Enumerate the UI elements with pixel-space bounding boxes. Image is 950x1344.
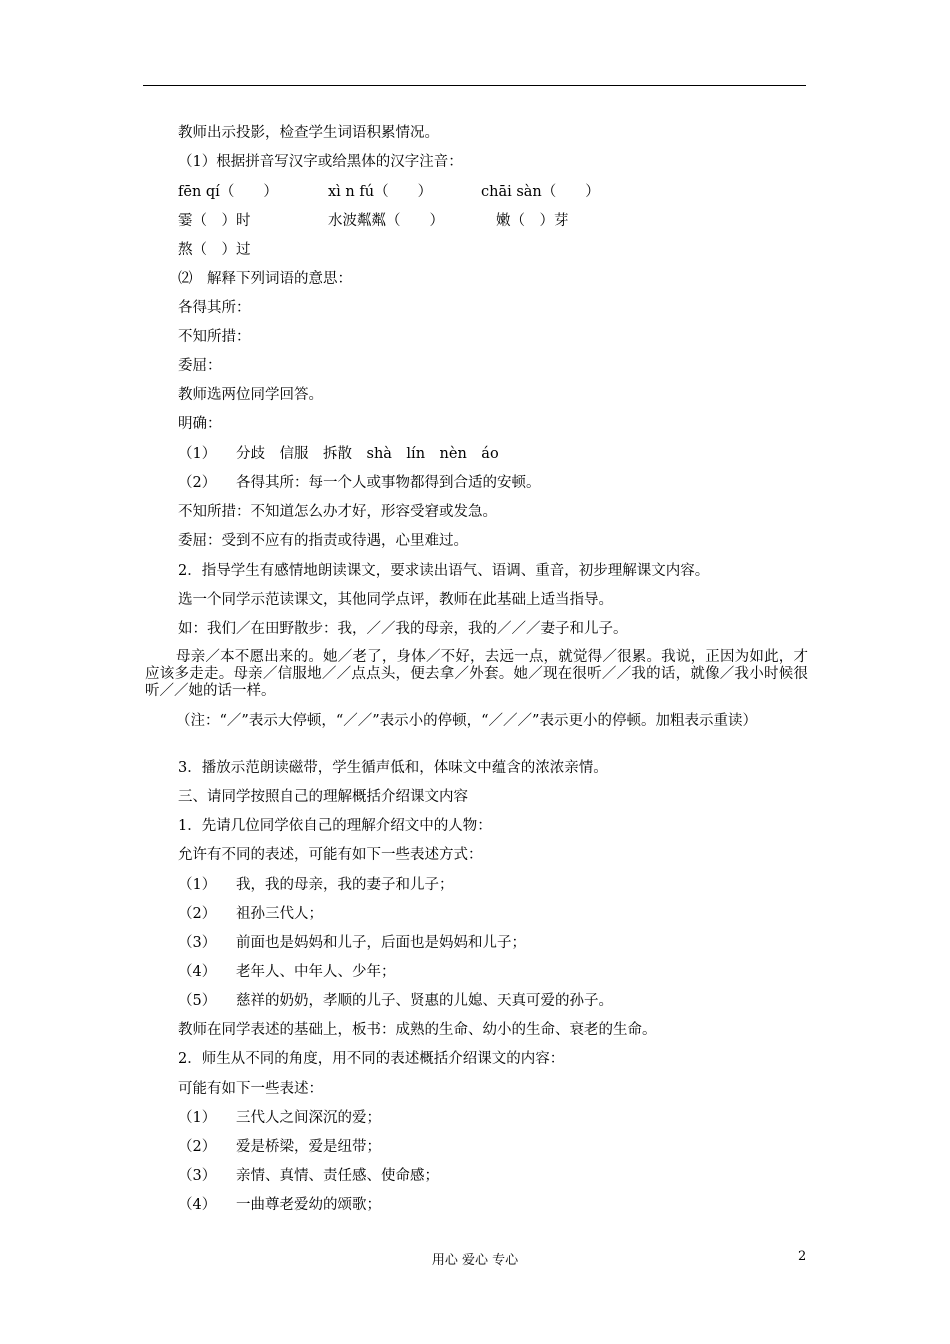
list-item (178, 876, 454, 894)
list-item-label: （4） (178, 964, 217, 980)
section-3-step-2: 2．师生从不同的角度，用不同的表述概括介绍课文的内容： (178, 1051, 565, 1067)
step-2-line: 2．指导学生有感情地朗读课文，要求读出语气、语调、重音，初步理解课文内容。 (178, 563, 710, 579)
list-item-text: 爱是桥梁，爱是纽带； (236, 1139, 381, 1155)
list-item-text: 我，我的母亲，我的妻子和儿子； (236, 877, 454, 893)
page-footer: 用心 爱心 专心 (431, 1253, 519, 1268)
section-3-step-1: 1．先请几位同学依自己的理解介绍文中的人物： (178, 818, 492, 834)
list-item-text: 祖孙三代人； (236, 906, 323, 922)
char-item-1: 霎（ ）时 (178, 213, 251, 229)
board-line: 教师在同学表述的基础上，板书：成熟的生命、幼小的生命、衰老的生命。 (178, 1022, 657, 1038)
list-item-label: （3） (178, 935, 217, 951)
list-item-text: 三代人之间深沉的爱； (236, 1110, 381, 1126)
list-item (178, 1109, 381, 1127)
answer-text: 分歧 信服 拆散 shà lín nèn áo (236, 446, 499, 462)
char-item-3: 嫩（ ）芽 (496, 213, 569, 229)
step-3-line: 3．播放示范朗读磁带，学生循声低和，体味文中蕴含的浓浓亲情。 (178, 760, 608, 776)
page-number: 2 (798, 1249, 807, 1264)
list-item (178, 934, 526, 952)
answer-label: （1） (178, 446, 217, 462)
list-item-text: 一曲尊老爱幼的颂歌； (236, 1197, 381, 1213)
answer-4: 委屈：受到不应有的指责或待遇，心里难过。 (178, 533, 468, 549)
example-line: 如：我们／在田野散步：我，／／我的母亲，我的／／／妻子和儿子。 (178, 621, 628, 637)
list-item (178, 1138, 381, 1156)
list-item (178, 905, 323, 923)
term-line: 各得其所： (178, 300, 251, 316)
list-item-text: 老年人、中年人、少年； (236, 964, 396, 980)
header-rule (143, 85, 806, 86)
list-item (178, 992, 613, 1010)
question-2-title: ⑵ 解释下列词语的意思： (178, 271, 352, 287)
list-item-label: （1） (178, 877, 217, 893)
intro-line: 教师出示投影，检查学生词语积累情况。 (178, 125, 439, 141)
list-item-text: 慈祥的奶奶，孝顺的儿子、贤惠的儿媳、天真可爱的孙子。 (236, 993, 613, 1009)
step-2-description: 选一个同学示范读课文，其他同学点评，教师在此基础上适当指导。 (178, 592, 613, 608)
term-line: 不知所措： (178, 329, 251, 345)
pinyin-item-2: xì n fú（ ） (328, 184, 433, 200)
answer-label: （2） (178, 475, 217, 491)
section-3-heading: 三、请同学按照自己的理解概括介绍课文内容 (178, 789, 468, 805)
answer-text: 各得其所：每一个人或事物都得到合适的安顿。 (236, 475, 541, 491)
term-line: 委屈： (178, 358, 222, 374)
list-item (178, 963, 396, 981)
mother-paragraph: 母亲／本不愿出来的。她／老了，身体／不好，去远一点，就觉得／很累。我说，正因为如此，才应该多走走。母亲／信服地／／点点头，便去拿／外套。她／现在很听／／我的话，就像／我小时候很听／／她的话一样。 (145, 649, 808, 699)
teacher-pick-line: 教师选两位同学回答。 (178, 387, 323, 403)
answer-2 (178, 474, 541, 492)
answer-1 (178, 445, 499, 463)
section-3-maybe-line: 可能有如下一些表述： (178, 1081, 323, 1097)
note-paragraph: （注：“／”表示大停顿，“／／”表示小的停顿，“／／／”表示更小的停顿。加粗表示重读） (176, 713, 757, 729)
list-item-label: （1） (178, 1110, 217, 1126)
list-item-label: （3） (178, 1168, 217, 1184)
list-item (178, 1167, 439, 1185)
list-item-label: （5） (178, 993, 217, 1009)
question-1-title: （1）根据拼音写汉字或给黑体的汉字注音： (178, 154, 463, 170)
list-item-label: （2） (178, 1139, 217, 1155)
pinyin-item-1: fēn qí（ ） (178, 184, 278, 200)
char-item-2: 水波粼粼（ ） (328, 213, 444, 229)
list-item-text: 亲情、真情、责任感、使命感； (236, 1168, 439, 1184)
list-item-label: （4） (178, 1197, 217, 1213)
list-item-text: 前面也是妈妈和儿子，后面也是妈妈和儿子； (236, 935, 526, 951)
list-item (178, 1196, 381, 1214)
pinyin-item-3: chāi sàn（ ） (481, 184, 600, 200)
clarify-label: 明确： (178, 416, 222, 432)
section-3-allow-line: 允许有不同的表述，可能有如下一些表述方式： (178, 847, 483, 863)
list-item-label: （2） (178, 906, 217, 922)
answer-3: 不知所措：不知道怎么办才好，形容受窘或发急。 (178, 504, 497, 520)
char-item-4: 熬（ ）过 (178, 242, 251, 258)
